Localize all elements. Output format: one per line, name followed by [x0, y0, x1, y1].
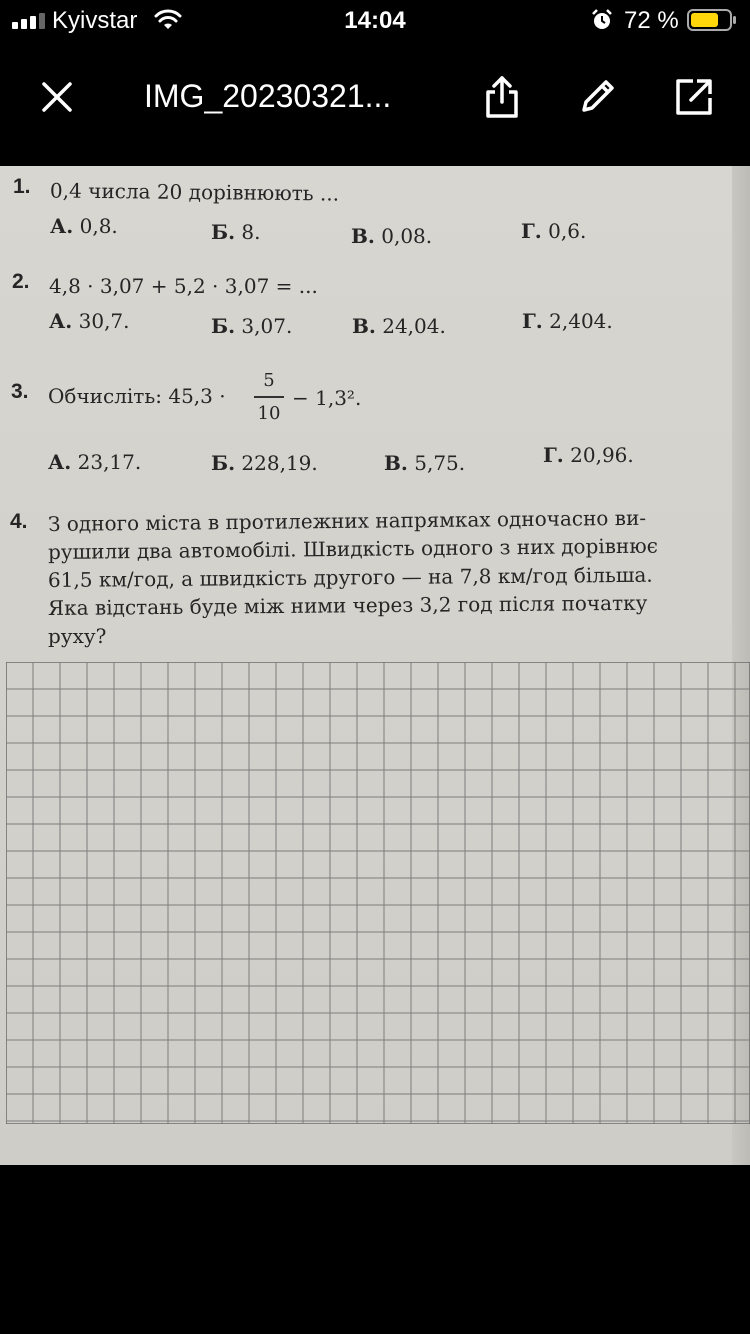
question-3-option-b: Б. 228,19.	[211, 451, 318, 475]
question-1-option-a: А. 0,8.	[50, 214, 118, 238]
question-4-line-4: Яка відстань буде між ними через 3,2 год після початку	[47, 590, 648, 620]
edit-icon	[576, 76, 618, 118]
question-2-option-g: Г. 2,404.	[522, 309, 613, 333]
answer-grid	[6, 662, 750, 1124]
viewer-toolbar	[0, 50, 750, 150]
question-1-number: 1.	[13, 175, 31, 198]
question-4-line-3: 61,5 км/год, а швидкість другого — на 7,8 км/год більша.	[47, 562, 653, 592]
fraction-numerator: 5	[263, 370, 275, 391]
question-4-number: 4.	[10, 510, 28, 533]
share-icon	[482, 74, 522, 120]
question-3-text: Обчисліть: 45,3 ·	[48, 384, 226, 408]
fraction-bar	[254, 396, 284, 398]
question-4-line-2: рушили два автомобілі. Швидкість одного з них дорівнює	[47, 533, 659, 564]
question-2-number: 2.	[12, 270, 30, 293]
question-3-number: 3.	[11, 380, 29, 403]
battery-percentage: 72 %	[624, 7, 679, 34]
open-external-icon	[673, 76, 715, 118]
question-3-option-v: В. 5,75.	[384, 451, 466, 475]
worksheet-page	[0, 166, 750, 1165]
question-2-text: 4,8 · 3,07 + 5,2 · 3,07 = ...	[49, 274, 318, 298]
question-3-text-end: − 1,3².	[292, 386, 362, 410]
question-1-option-v: В. 0,08.	[351, 224, 433, 248]
question-1-option-b: Б. 8.	[211, 220, 261, 244]
question-2-option-v: В. 24,04.	[352, 314, 446, 338]
alarm-clock-icon	[591, 9, 613, 31]
question-3-option-a: А. 23,17.	[48, 450, 142, 474]
status-time: 14:04	[344, 7, 406, 34]
battery-icon	[687, 9, 737, 31]
share-button[interactable]	[477, 72, 527, 122]
question-4-line-1: З одного міста в протилежних напрямках одночасно ви-	[47, 505, 647, 536]
fraction-denominator: 10	[257, 403, 281, 424]
open-external-button[interactable]	[669, 72, 719, 122]
status-bar	[0, 0, 750, 40]
file-title: IMG_20230321...	[144, 78, 392, 114]
question-1-text: 0,4 числа 20 дорівнюють ...	[49, 178, 340, 206]
question-2-option-b: Б. 3,07.	[211, 314, 293, 338]
photo-viewer-image[interactable]	[0, 166, 750, 1165]
question-3-option-g: Г. 20,96.	[543, 443, 634, 467]
question-1-option-g: Г. 0,6.	[521, 219, 587, 243]
close-icon	[41, 81, 73, 113]
edit-button[interactable]	[572, 72, 622, 122]
close-button[interactable]	[32, 72, 82, 122]
carrier-name: Kyivstar	[52, 7, 138, 34]
question-4-line-5: руху?	[48, 624, 107, 648]
question-2-option-a: А. 30,7.	[49, 309, 130, 333]
